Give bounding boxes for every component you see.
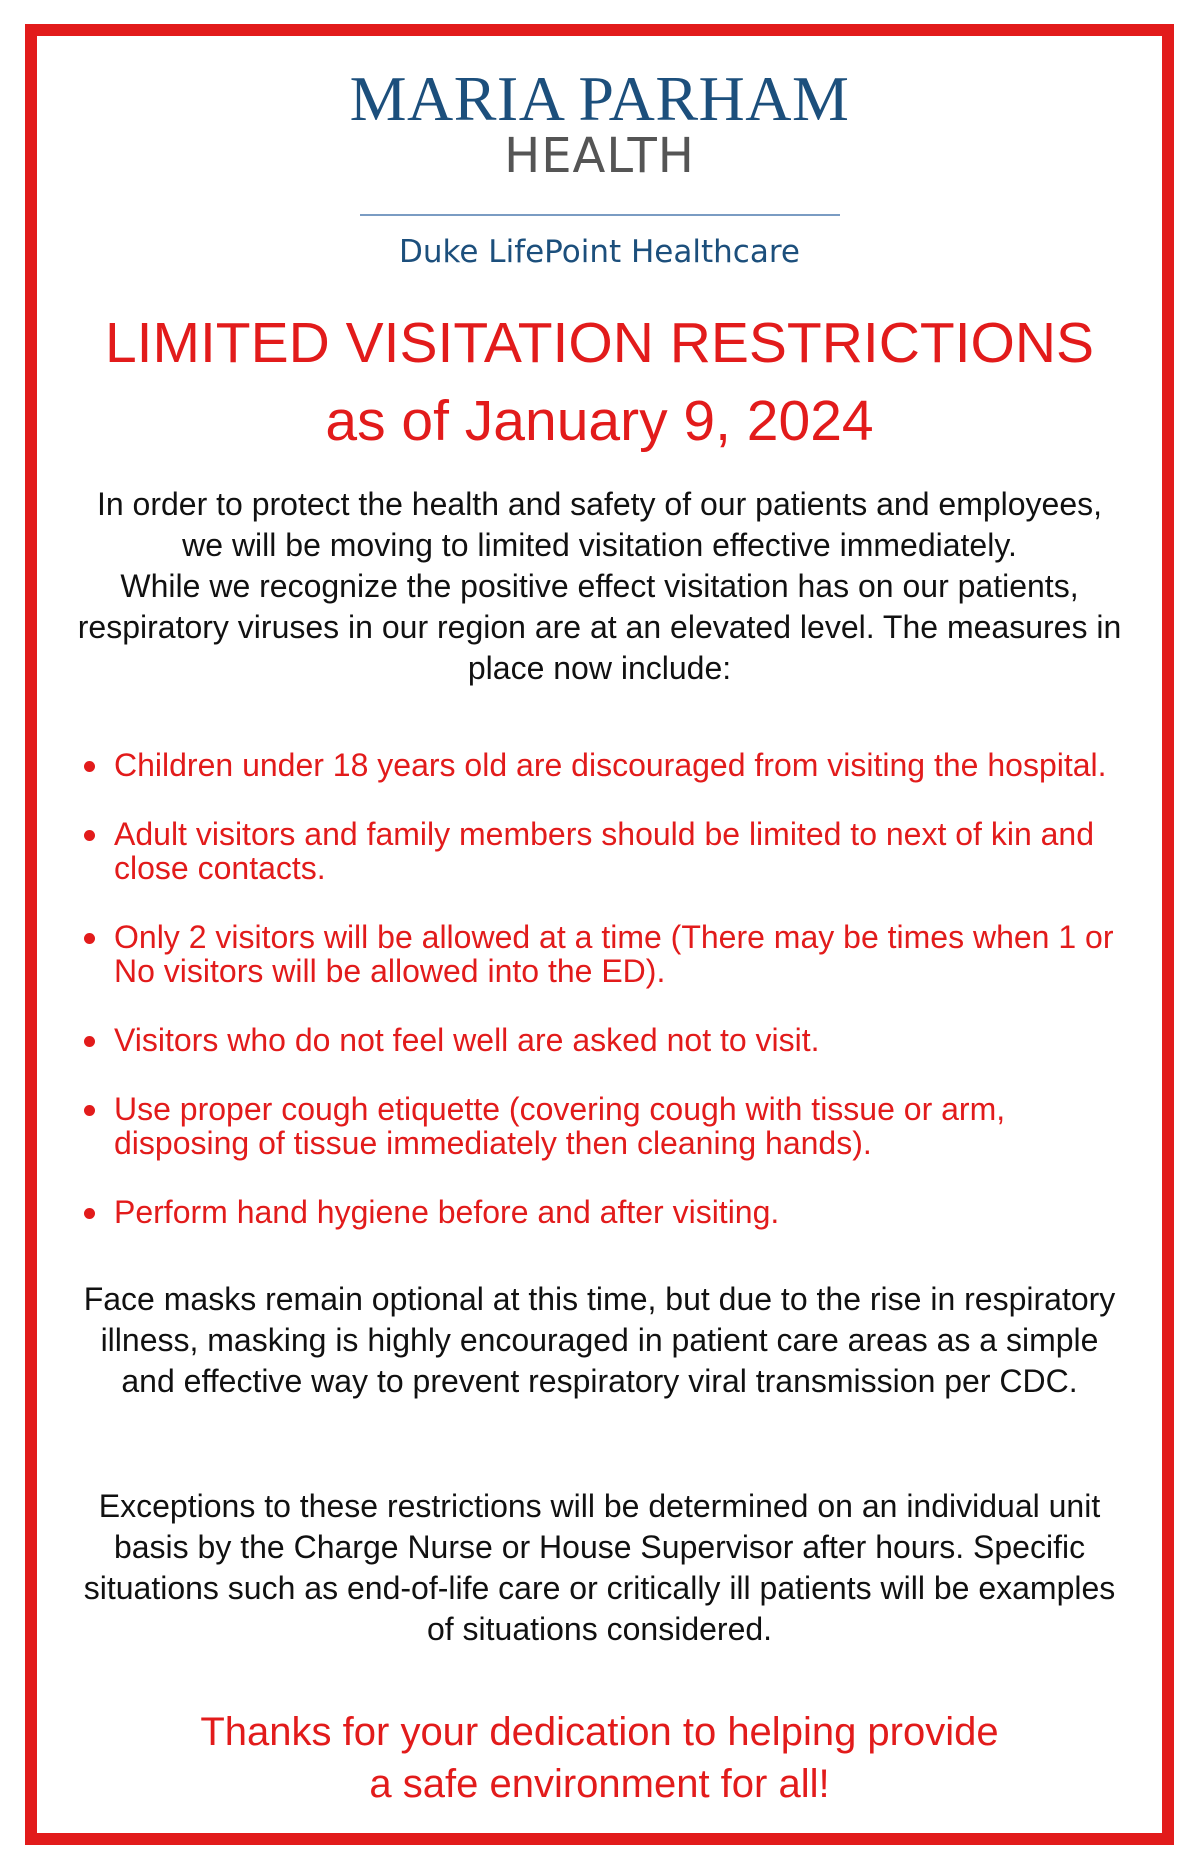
logo-sub: HEALTH [504, 128, 695, 184]
bullet-icon [84, 830, 95, 841]
logo-tagline: Duke LifePoint Healthcare [399, 234, 800, 270]
measure-text: Children under 18 years old are discouraged from visiting the hospital. [114, 747, 1107, 783]
exceptions-note: Exceptions to these restrictions will be determined on an individual unit basis by the Charge Nurse or House Supervisor after hours. Specific situations such as end-of-life care or critically ill patients will be examples of situations considered. [83, 1488, 1116, 1647]
bullet-icon [84, 933, 95, 944]
hospital-logo [37, 63, 1162, 270]
intro-paragraph-2: While we recognize the positive effect visitation has on our patients, respiratory viruses in our region are at an elevated level. The measures in place now include: [77, 568, 1122, 686]
logo-name: MARIA PARHAM [349, 63, 850, 134]
measure-text: Visitors who do not feel well are asked not to visit. [114, 1022, 820, 1058]
page-title [37, 304, 1162, 460]
thanks-message [67, 1706, 1132, 1810]
list-item [80, 1195, 1142, 1229]
title-line-1: LIMITED VISITATION RESTRICTIONS [104, 311, 1095, 375]
bullet-icon [84, 761, 95, 772]
intro-text [77, 484, 1122, 689]
title-date: as of January 9, 2024 [325, 389, 874, 453]
measure-text: Perform hand hygiene before and after visiting. [114, 1194, 780, 1230]
list-item [80, 748, 1142, 782]
masks-note: Face masks remain optional at this time, but due to the rise in respiratory illness, masking is highly encouraged in patient care areas as a simple and effective way to prevent respiratory viral transmission per CDC. [83, 1281, 1116, 1399]
measures-list [80, 748, 1142, 1264]
measure-text: Adult visitors and family members should be limited to next of kin and close contacts. [114, 816, 1095, 886]
intro-paragraph-1: In order to protect the health and safety of our patients and employees, we will be moving to limited visitation effective immediately. [96, 486, 1103, 563]
bullet-icon [84, 1208, 95, 1219]
thanks-line-2: a safe environment for all! [369, 1762, 830, 1806]
list-item [80, 920, 1142, 988]
thanks-line-1: Thanks for your dedication to helping provide [200, 1710, 999, 1754]
list-item [80, 1092, 1142, 1160]
list-item [80, 817, 1142, 885]
logo-divider [360, 214, 840, 216]
bullet-icon [84, 1036, 95, 1047]
measure-text: Use proper cough etiquette (covering cough with tissue or arm, disposing of tissue immediately then cleaning hands). [114, 1091, 1006, 1161]
bullet-icon [84, 1105, 95, 1116]
measure-text: Only 2 visitors will be allowed at a time (There may be times when 1 or No visitors will be allowed into the ED). [114, 919, 1114, 989]
list-item [80, 1023, 1142, 1057]
notice-frame [25, 24, 1174, 1845]
